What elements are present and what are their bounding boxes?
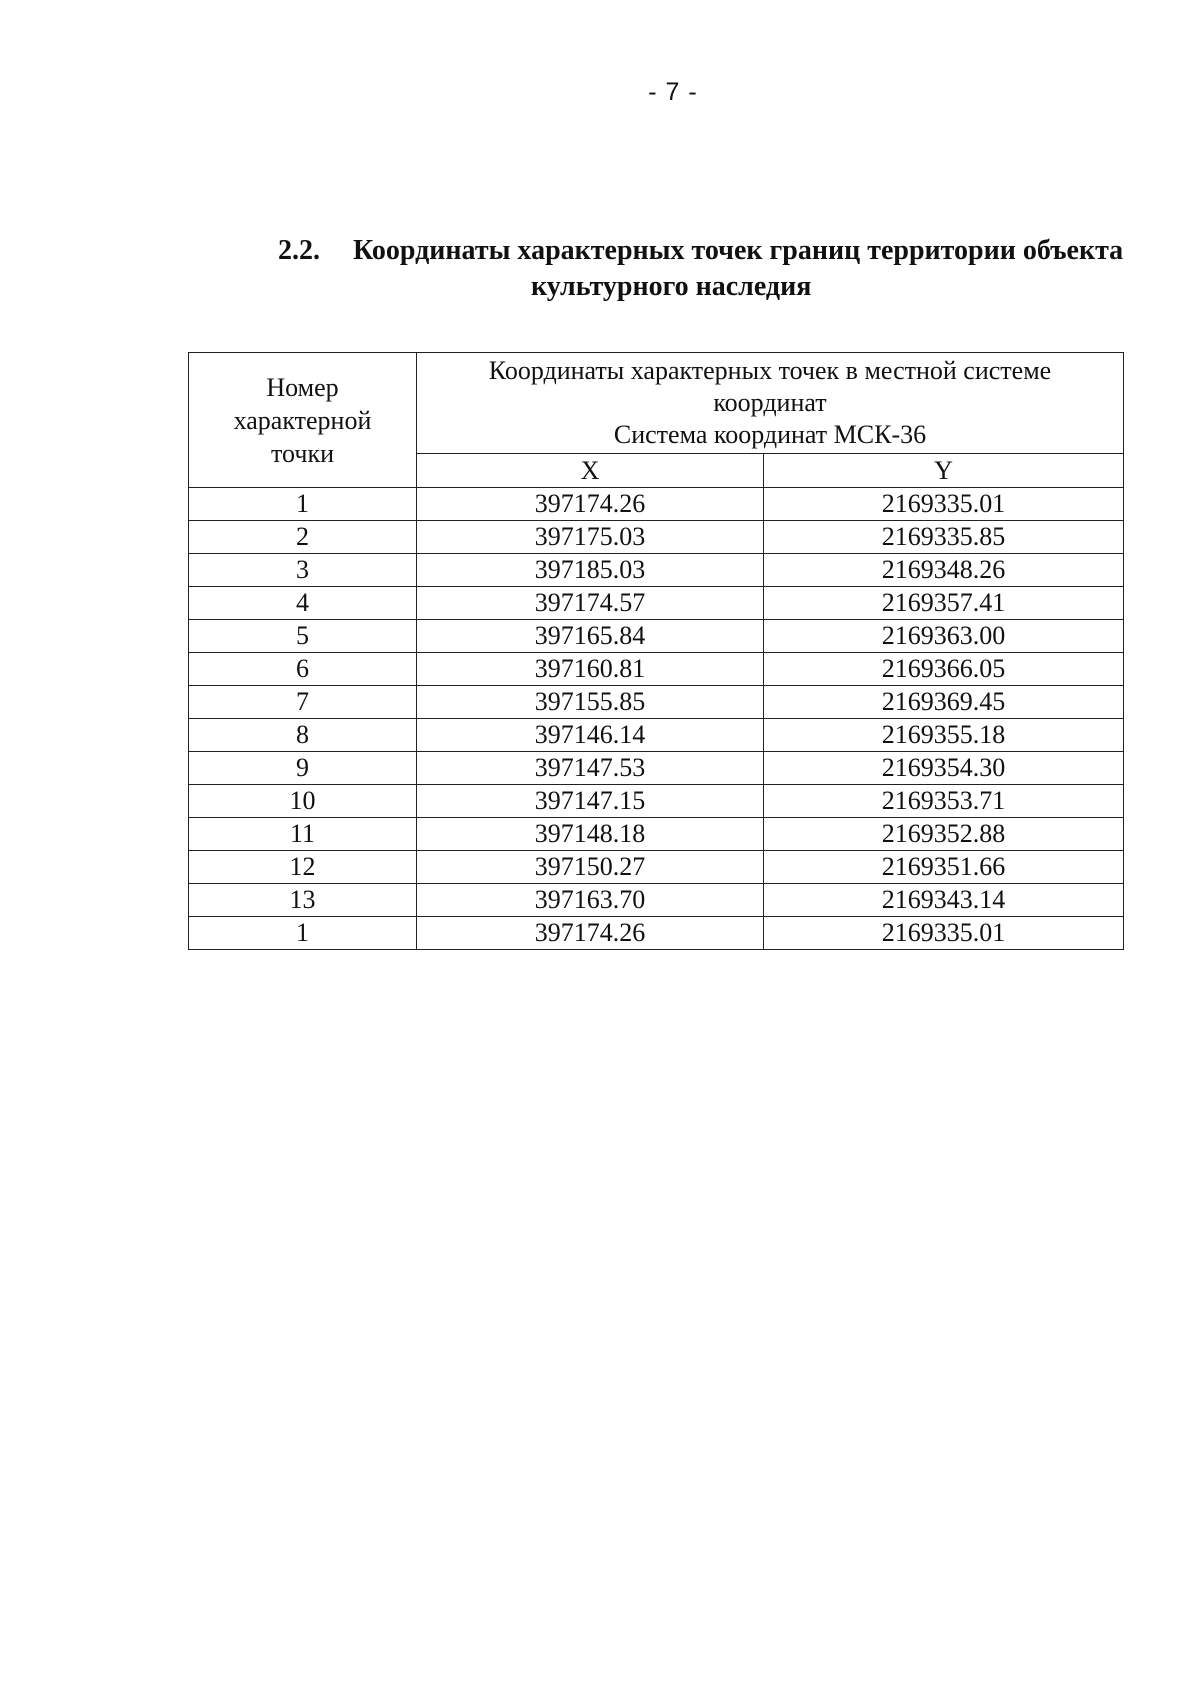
header-group-line2: координат [713, 388, 827, 417]
cell-x: 397174.26 [417, 488, 764, 521]
section-number: 2.2. [278, 235, 320, 266]
cell-point-number: 10 [189, 785, 417, 818]
table-row [189, 686, 1124, 719]
table-row [189, 851, 1124, 884]
cell-x: 397147.53 [417, 752, 764, 785]
cell-y: 2169363.00 [764, 620, 1124, 653]
cell-y: 2169335.01 [764, 917, 1124, 950]
header-coordinate-system [417, 353, 1124, 454]
cell-point-number: 6 [189, 653, 417, 686]
header-point-number-label: Номер характерной точки [233, 372, 372, 468]
cell-point-number: 2 [189, 521, 417, 554]
cell-y: 2169353.71 [764, 785, 1124, 818]
cell-x: 397147.15 [417, 785, 764, 818]
table-row [189, 917, 1124, 950]
cell-y: 2169369.45 [764, 686, 1124, 719]
table-row [189, 521, 1124, 554]
table-row [189, 884, 1124, 917]
cell-x: 397174.26 [417, 917, 764, 950]
cell-y: 2169348.26 [764, 554, 1124, 587]
coordinates-table [188, 352, 1124, 950]
table-row [189, 653, 1124, 686]
table-row [189, 719, 1124, 752]
cell-x: 397148.18 [417, 818, 764, 851]
cell-point-number: 11 [189, 818, 417, 851]
cell-point-number: 8 [189, 719, 417, 752]
cell-y: 2169357.41 [764, 587, 1124, 620]
header-point-number [189, 353, 417, 488]
cell-point-number: 7 [189, 686, 417, 719]
cell-x: 397163.70 [417, 884, 764, 917]
cell-x: 397146.14 [417, 719, 764, 752]
cell-point-number: 1 [189, 488, 417, 521]
cell-y: 2169343.14 [764, 884, 1124, 917]
cell-y: 2169335.01 [764, 488, 1124, 521]
table-row [189, 752, 1124, 785]
section-title-line2: культурного наследия [531, 271, 812, 302]
section-heading-line1 [278, 233, 1138, 269]
cell-point-number: 1 [189, 917, 417, 950]
header-group-line1: Координаты характерных точек в местной системе [488, 356, 1052, 385]
cell-y: 2169335.85 [764, 521, 1124, 554]
section-heading [278, 233, 1138, 305]
cell-x: 397165.84 [417, 620, 764, 653]
cell-x: 397155.85 [417, 686, 764, 719]
header-x: X [417, 454, 764, 488]
cell-x: 397160.81 [417, 653, 764, 686]
cell-y: 2169354.30 [764, 752, 1124, 785]
table-row [189, 785, 1124, 818]
table-row [189, 620, 1124, 653]
cell-y: 2169352.88 [764, 818, 1124, 851]
cell-point-number: 3 [189, 554, 417, 587]
table-row [189, 554, 1124, 587]
cell-y: 2169355.18 [764, 719, 1124, 752]
page-number: - 7 - [648, 78, 698, 106]
table-row [189, 818, 1124, 851]
table-row [189, 587, 1124, 620]
cell-point-number: 4 [189, 587, 417, 620]
cell-x: 397185.03 [417, 554, 764, 587]
cell-y: 2169366.05 [764, 653, 1124, 686]
cell-point-number: 13 [189, 884, 417, 917]
cell-point-number: 12 [189, 851, 417, 884]
header-group-line3: Система координат МСК-36 [613, 420, 927, 449]
cell-y: 2169351.66 [764, 851, 1124, 884]
header-y: Y [764, 454, 1124, 488]
table-row [189, 488, 1124, 521]
cell-point-number: 9 [189, 752, 417, 785]
cell-x: 397174.57 [417, 587, 764, 620]
cell-x: 397150.27 [417, 851, 764, 884]
section-title-line1: Координаты характерных точек границ территории объекта [353, 235, 1124, 266]
cell-point-number: 5 [189, 620, 417, 653]
cell-x: 397175.03 [417, 521, 764, 554]
